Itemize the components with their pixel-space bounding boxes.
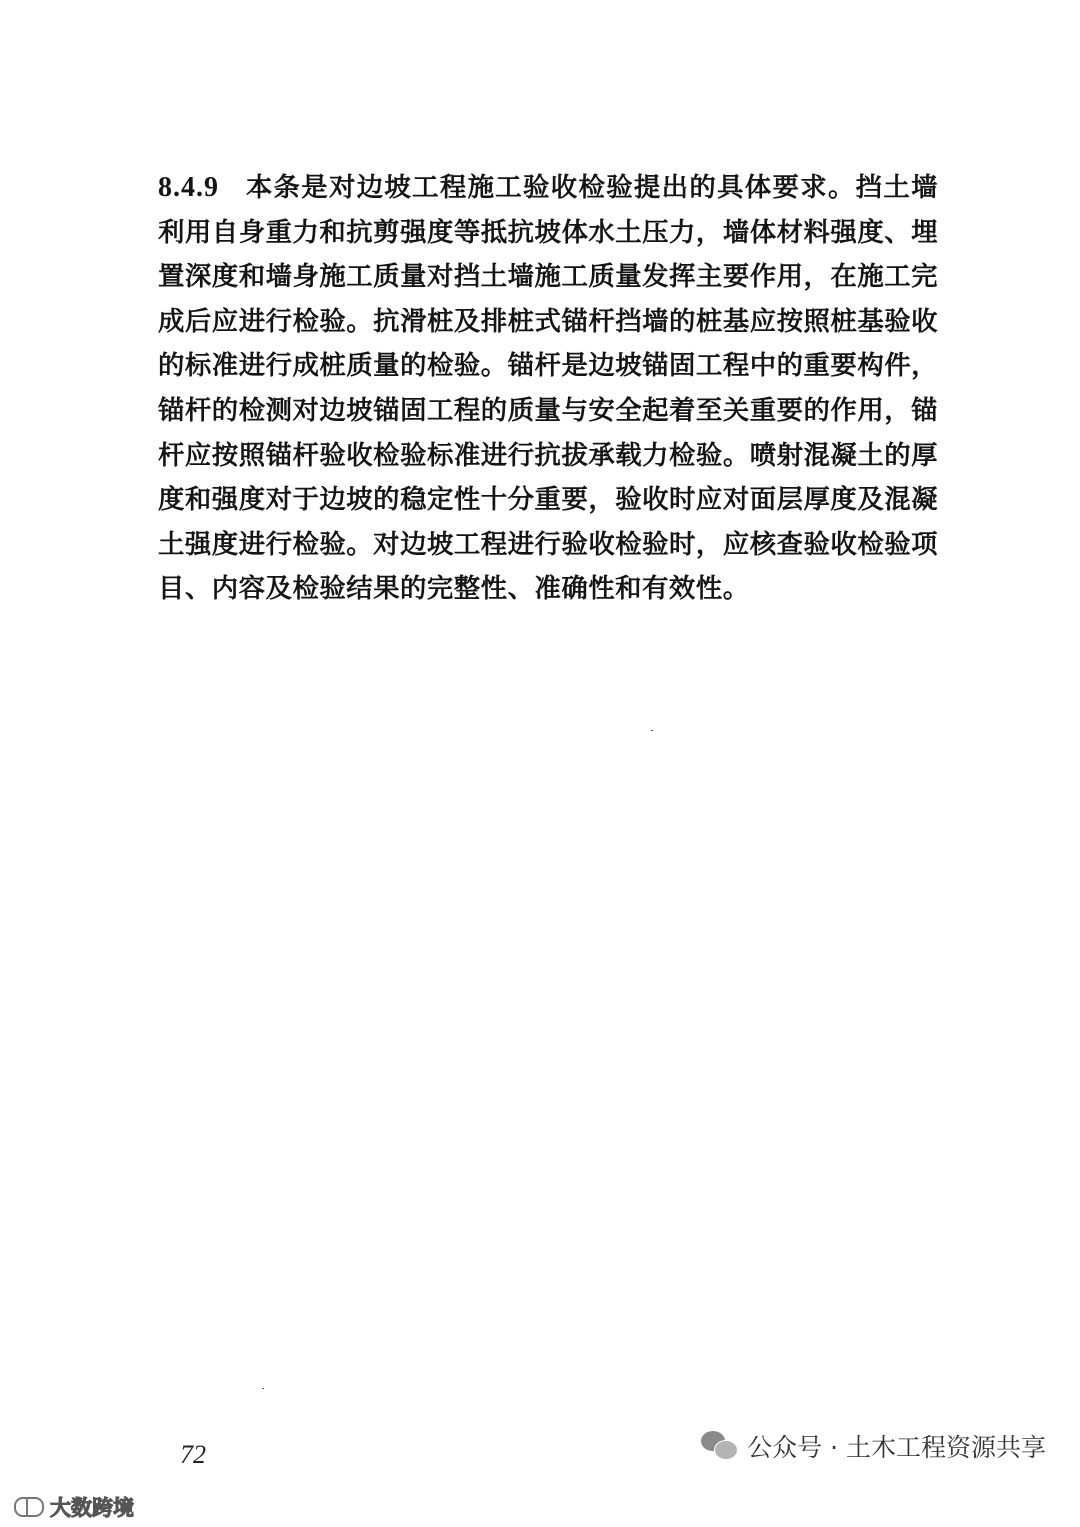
clause-paragraph [158,166,938,612]
scan-speck [262,1388,264,1389]
wechat-icon [701,1431,737,1461]
watermark-text: 公众号 · 土木工程资源共享 [747,1433,1046,1462]
page-number: 72 [180,1440,206,1469]
scan-speck [651,730,653,731]
loop-logo-icon [14,1497,44,1517]
clause-section [158,166,938,612]
corner-watermark-text: 大数跨境 [50,1496,134,1520]
clause-body-text: 本条是对边坡工程施工验收检验提出的具体要求。挡土墙利用自身重力和抗剪强度等抵抗坡体水土压力，墙体材料强度、埋置深度和墙身施工质量对挡土墙施工质量发挥主要作用，在施工完成后应进行检验。抗滑桩及排桩式锚杆挡墙的桩基应按照桩基验收的标准进行成桩质量的检验。锚杆是边坡锚固工程中的重要构件，锚杆的检测对边坡锚固工程的质量与安全起着至关重要的作用，锚杆应按照锚杆验收检验标准进行抗拔承载力检验。喷射混凝土的厚度和强度对于边坡的稳定性十分重要，验收时应对面层厚度及混凝土强度进行检验。对边坡工程进行验收检验时，应核查验收检验项目、内容及检验结果的完整性、准确性和有效性。 [158,172,938,605]
wechat-watermark [701,1428,1046,1464]
corner-watermark [14,1492,134,1522]
clause-number: 8.4.9 [158,172,219,203]
